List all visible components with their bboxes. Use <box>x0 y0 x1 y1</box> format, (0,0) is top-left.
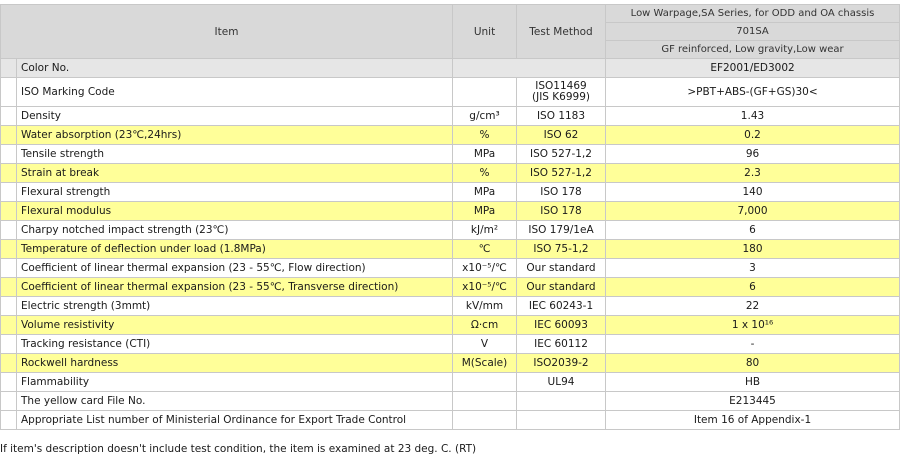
row-item: Charpy notched impact strength (23℃) <box>17 221 453 240</box>
table-row <box>1 145 900 164</box>
row-method: Our standard <box>517 259 606 278</box>
header-unit: Unit <box>453 5 517 59</box>
row-indent <box>1 373 17 392</box>
row-value: 1.43 <box>606 107 900 126</box>
row-value: >PBT+ABS-(GF+GS)30< <box>606 78 900 107</box>
table-row <box>1 354 900 373</box>
table-row <box>1 164 900 183</box>
row-unit: kV/mm <box>453 297 517 316</box>
row-indent <box>1 259 17 278</box>
footnote: If item's description doesn't include test condition, the item is examined at 23 deg. C. (RT) <box>0 443 477 455</box>
table-row <box>1 126 900 145</box>
row-indent <box>1 145 17 164</box>
row-item: Water absorption (23℃,24hrs) <box>17 126 453 145</box>
row-indent <box>1 278 17 297</box>
row-unit: % <box>453 126 517 145</box>
row-item: Flexural strength <box>17 183 453 202</box>
row-unit: MPa <box>453 202 517 221</box>
row-value: EF2001/ED3002 <box>606 59 900 78</box>
header-test-method: Test Method <box>517 5 606 59</box>
row-item: Appropriate List number of Ministerial Ordinance for Export Trade Control <box>17 411 453 430</box>
row-item: Flammability <box>17 373 453 392</box>
row-method: IEC 60093 <box>517 316 606 335</box>
table-row <box>1 373 900 392</box>
row-indent <box>1 411 17 430</box>
table-row <box>1 259 900 278</box>
row-item: The yellow card File No. <box>17 392 453 411</box>
row-indent <box>1 221 17 240</box>
header-series: Low Warpage,SA Series, for ODD and OA chassis <box>606 5 900 23</box>
table-row <box>1 78 900 107</box>
row-unit <box>453 78 517 107</box>
row-indent <box>1 126 17 145</box>
row-item: Electric strength (3mmt) <box>17 297 453 316</box>
header-grade: 701SA <box>606 23 900 41</box>
table-row <box>1 335 900 354</box>
row-indent <box>1 240 17 259</box>
row-unit: Ω·cm <box>453 316 517 335</box>
row-unit <box>453 392 517 411</box>
row-method-line1: ISO11469 <box>535 80 587 92</box>
row-method: ISO 178 <box>517 183 606 202</box>
row-item: Tracking resistance (CTI) <box>17 335 453 354</box>
row-indent <box>1 59 17 78</box>
row-item: Volume resistivity <box>17 316 453 335</box>
row-indent <box>1 316 17 335</box>
row-unit: V <box>453 335 517 354</box>
row-item: Temperature of deflection under load (1.8MPa) <box>17 240 453 259</box>
row-item: Coefficient of linear thermal expansion (23 - 55℃, Transverse direction) <box>17 278 453 297</box>
row-value: 180 <box>606 240 900 259</box>
row-unit: x10⁻⁵/℃ <box>453 259 517 278</box>
row-method: IEC 60112 <box>517 335 606 354</box>
table-row <box>1 240 900 259</box>
row-method-line2: (JIS K6999) <box>532 91 590 103</box>
row-unit: MPa <box>453 183 517 202</box>
row-item: Color No. <box>17 59 453 78</box>
table-row <box>1 107 900 126</box>
row-method: ISO 1183 <box>517 107 606 126</box>
row-method <box>517 411 606 430</box>
table-row <box>1 183 900 202</box>
row-method: ISO 527-1,2 <box>517 145 606 164</box>
row-value: 80 <box>606 354 900 373</box>
row-value: - <box>606 335 900 354</box>
row-method: UL94 <box>517 373 606 392</box>
table-row <box>1 202 900 221</box>
row-item: Density <box>17 107 453 126</box>
row-unit: x10⁻⁵/℃ <box>453 278 517 297</box>
header-item: Item <box>1 5 453 59</box>
row-indent <box>1 297 17 316</box>
row-value: HB <box>606 373 900 392</box>
row-unit: kJ/m² <box>453 221 517 240</box>
row-value: E213445 <box>606 392 900 411</box>
row-method <box>517 392 606 411</box>
row-value: 6 <box>606 221 900 240</box>
row-value: 2.3 <box>606 164 900 183</box>
row-unit: M(Scale) <box>453 354 517 373</box>
row-value: 96 <box>606 145 900 164</box>
header-description: GF reinforced, Low gravity,Low wear <box>606 41 900 59</box>
row-method: Our standard <box>517 278 606 297</box>
row-unit <box>453 373 517 392</box>
row-method <box>517 78 606 107</box>
row-item: ISO Marking Code <box>17 78 453 107</box>
row-value: 7,000 <box>606 202 900 221</box>
row-value: 3 <box>606 259 900 278</box>
properties-table <box>0 4 900 430</box>
row-value: 140 <box>606 183 900 202</box>
row-unit <box>453 411 517 430</box>
row-unit-method <box>453 59 606 78</box>
row-item: Coefficient of linear thermal expansion (23 - 55℃, Flow direction) <box>17 259 453 278</box>
row-value: 0.2 <box>606 126 900 145</box>
row-indent <box>1 354 17 373</box>
row-method: ISO 75-1,2 <box>517 240 606 259</box>
row-method: ISO 527-1,2 <box>517 164 606 183</box>
row-method: IEC 60243-1 <box>517 297 606 316</box>
row-item: Flexural modulus <box>17 202 453 221</box>
table-row <box>1 392 900 411</box>
row-indent <box>1 183 17 202</box>
row-indent <box>1 107 17 126</box>
row-indent <box>1 202 17 221</box>
row-method: ISO2039-2 <box>517 354 606 373</box>
row-item: Rockwell hardness <box>17 354 453 373</box>
row-value: Item 16 of Appendix-1 <box>606 411 900 430</box>
row-method: ISO 178 <box>517 202 606 221</box>
row-item: Tensile strength <box>17 145 453 164</box>
table-row <box>1 316 900 335</box>
row-value: 1 x 10¹⁶ <box>606 316 900 335</box>
row-indent <box>1 78 17 107</box>
row-unit: % <box>453 164 517 183</box>
row-unit: g/cm³ <box>453 107 517 126</box>
table-row <box>1 297 900 316</box>
row-indent <box>1 392 17 411</box>
table-row <box>1 278 900 297</box>
table-row <box>1 411 900 430</box>
row-unit: MPa <box>453 145 517 164</box>
row-method: ISO 62 <box>517 126 606 145</box>
row-value: 22 <box>606 297 900 316</box>
table-row <box>1 221 900 240</box>
row-unit: ℃ <box>453 240 517 259</box>
row-value: 6 <box>606 278 900 297</box>
row-method: ISO 179/1eA <box>517 221 606 240</box>
row-item: Strain at break <box>17 164 453 183</box>
row-indent <box>1 335 17 354</box>
table-row <box>1 59 900 78</box>
row-indent <box>1 164 17 183</box>
